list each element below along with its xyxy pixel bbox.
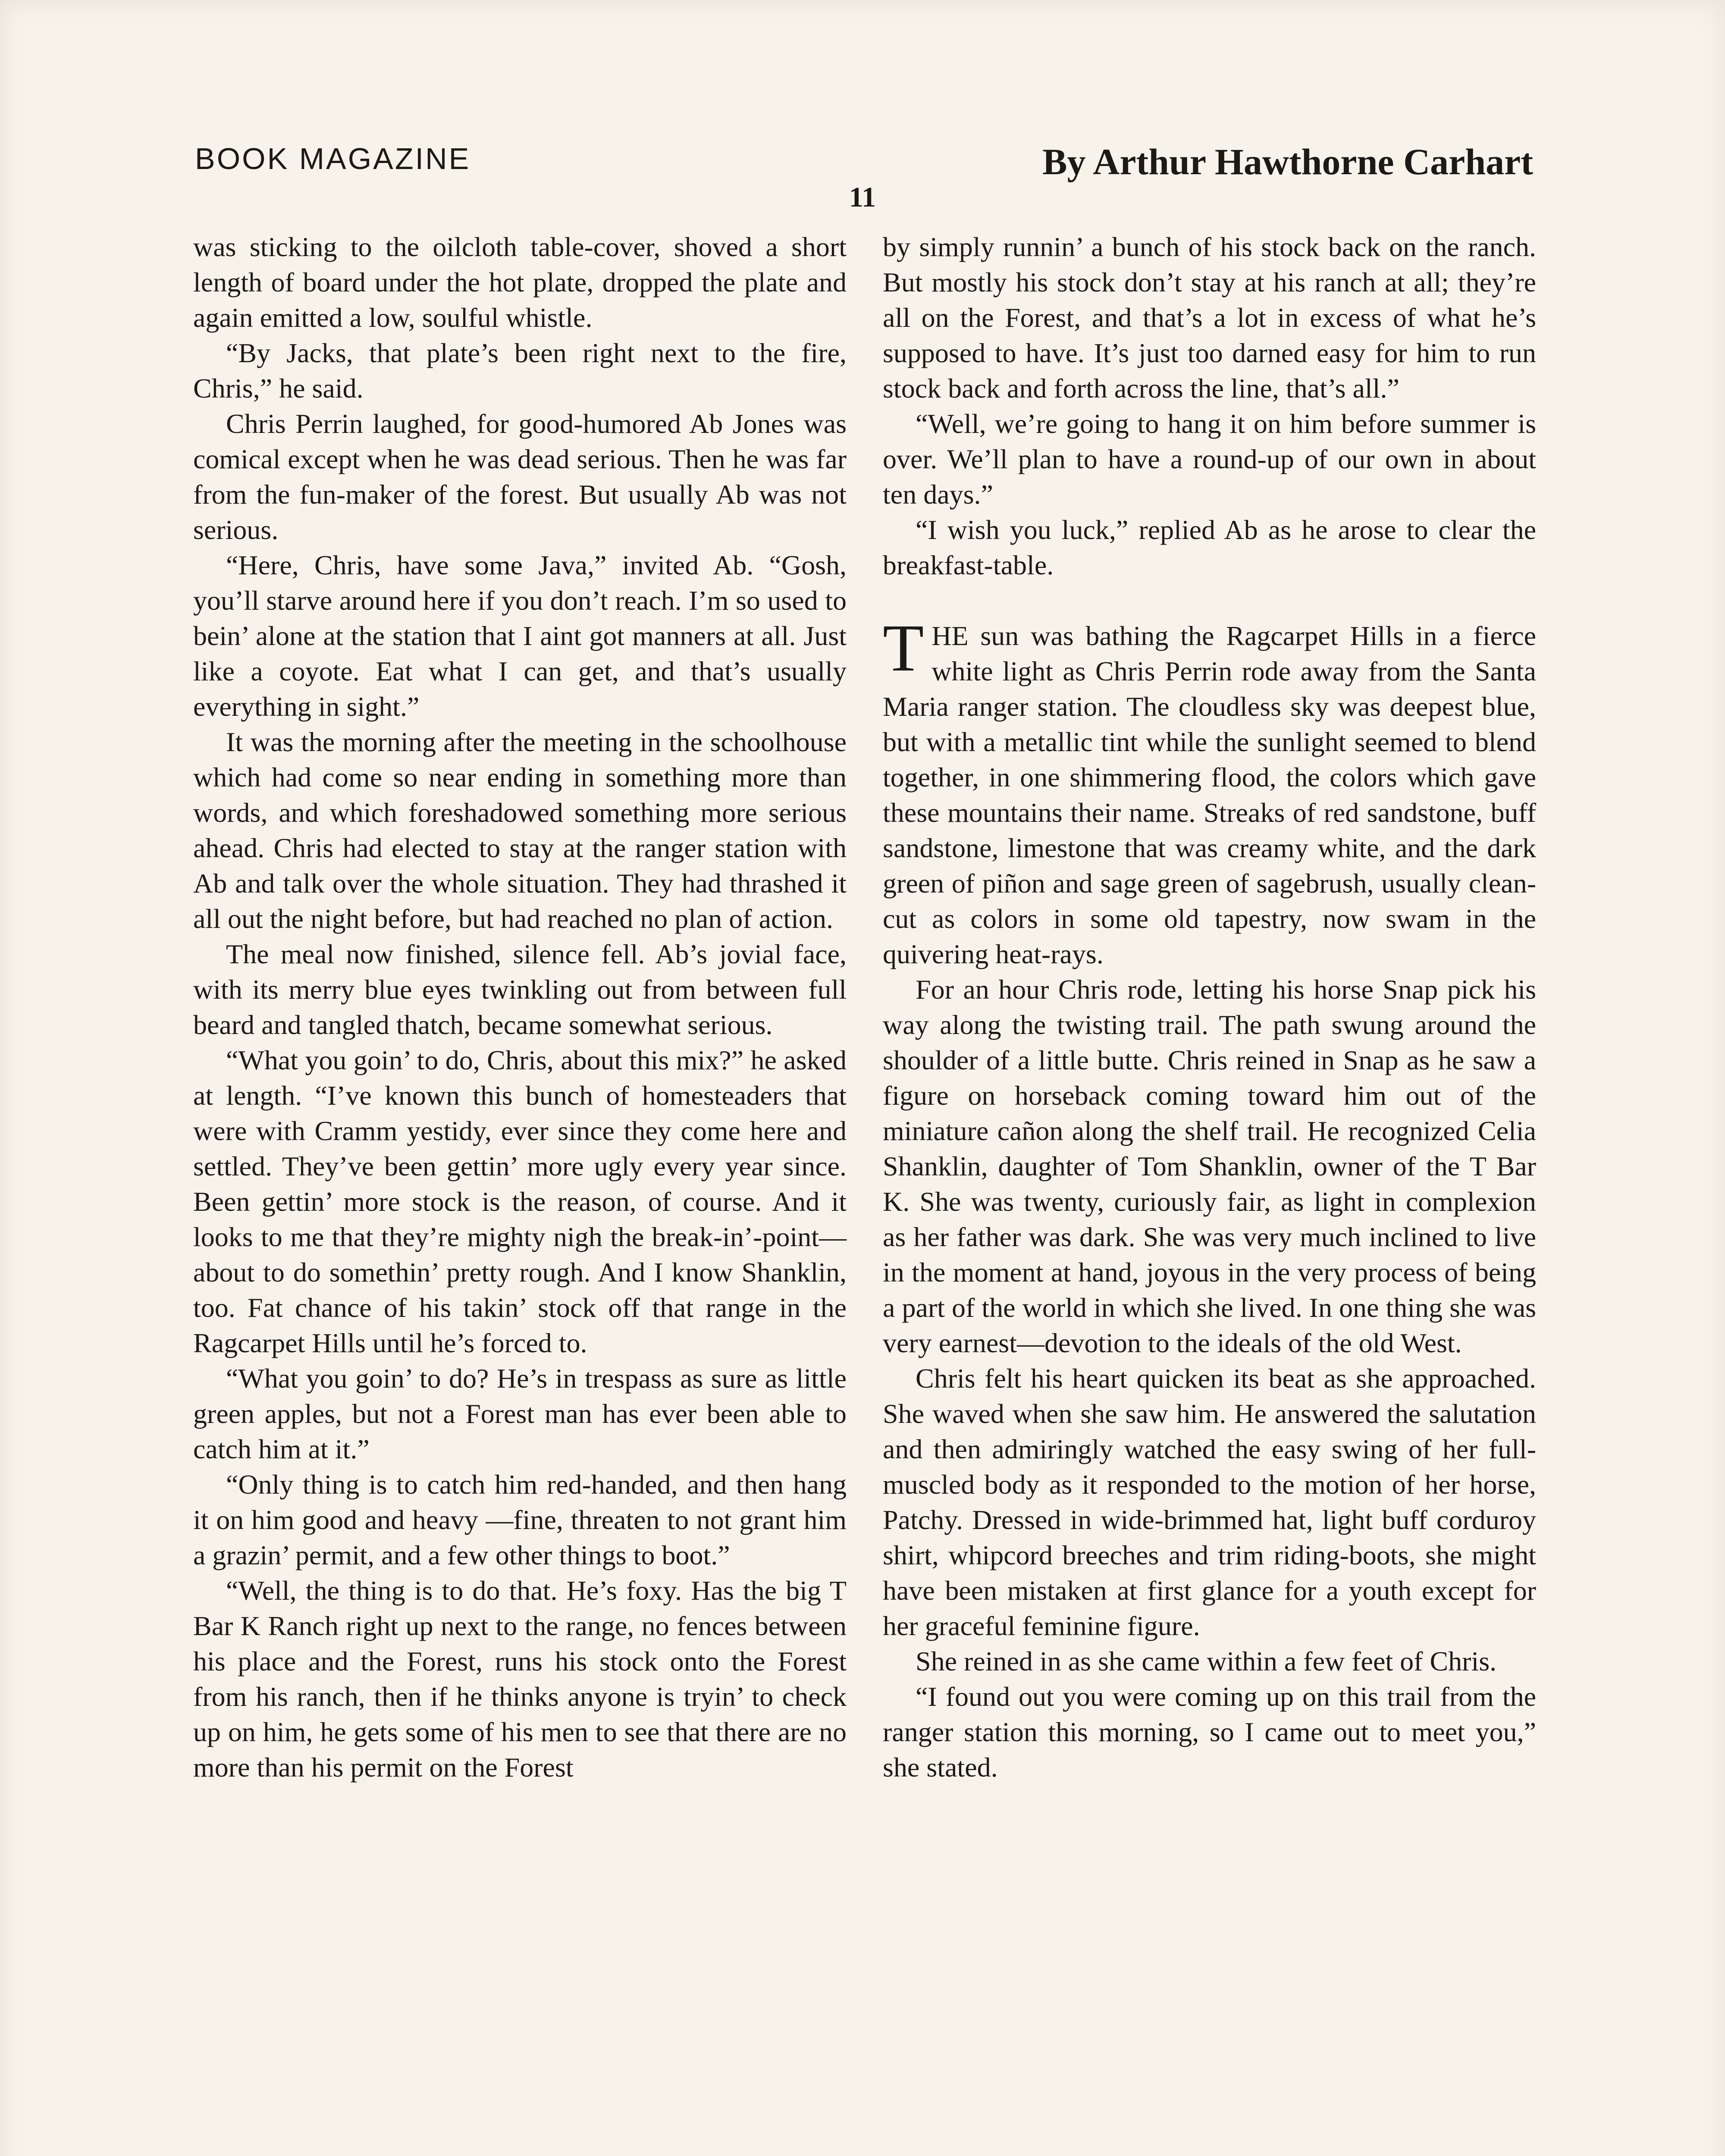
section-opening-paragraph <box>883 611 1536 972</box>
paragraph: “What you goin’ to do? He’s in trespass as sure as little green apples, but not a Forest man has ever been able to catch him at it.” <box>193 1363 847 1464</box>
paragraph: “By Jacks, that plate’s been right next to the fire, Chris,” he said. <box>193 338 847 404</box>
paragraph: “I found out you were coming up on this trail from the ranger station this morning, so I came out to meet you,” she stated. <box>883 1681 1536 1783</box>
paragraph: She reined in as she came within a few feet of Chris. <box>916 1646 1497 1677</box>
author-byline: By Arthur Hawthorne Carhart <box>1042 141 1533 182</box>
magazine-title: BOOK MAGAZINE <box>195 142 471 175</box>
paragraph: The meal now finished, silence fell. Ab’s jovial face, with its merry blue eyes twinkling out from between full beard and tangled thatch, became somewhat serious. <box>193 939 847 1040</box>
drop-cap: T <box>883 611 924 685</box>
paragraph: “Well, the thing is to do that. He’s foxy. Has the big T Bar K Ranch right up next to the range, no fences between his place and the Forest, runs his stock onto the Forest from his ranch, then if he thinks anyone is tryin’ to check up on him, he gets some of his men to see that there are no more than his permit on the Forest <box>193 1575 847 1783</box>
paragraph: “I wish you luck,” replied Ab as he arose to clear the breakfast-table. <box>883 514 1536 580</box>
paragraph: by simply runnin’ a bunch of his stock back on the ranch. But mostly his stock don’t stay at his ranch at all; they’re all on the Forest, and that’s a lot in excess of what he’s supposed to have. It’s just too darned easy for him to run stock back and forth across the line, that’s all.” <box>883 232 1536 404</box>
left-column <box>193 229 847 1785</box>
right-column <box>883 229 1536 1785</box>
paragraph: “Here, Chris, have some Java,” invited Ab. “Gosh, you’ll starve around here if you don’t reach. I’m so used to bein’ alone at the station that I aint got manners at all. Just like a coyote. Eat what I can get, and that’s usually everything in sight.” <box>193 550 847 722</box>
paragraph: Chris Perrin laughed, for good-humored Ab Jones was comical except when he was dead serious. Then he was far from the fun-maker of the forest. But usually Ab was not serious. <box>193 408 847 545</box>
paragraph: “Well, we’re going to hang it on him before summer is over. We’ll plan to have a round-up of our own in about ten days.” <box>883 408 1536 510</box>
paragraph: It was the morning after the meeting in the schoolhouse which had come so near ending in something more than words, and which foreshadowed something more serious ahead. Chris had elected to stay at the ranger station with Ab and talk over the whole situation. They had thrashed it all out the night before, but had reached no plan of action. <box>193 727 847 934</box>
paragraph: Chris felt his heart quicken its beat as she approached. She waved when she saw him. He answered the salutation and then admiringly watched the easy swing of her full-muscled body as it responded to the motion of her horse, Patchy. Dressed in wide-brimmed hat, light buff corduroy shirt, whipcord breeches and trim riding-boots, she might have been mistaken at first glance for a youth except for her graceful feminine figure. <box>883 1363 1536 1641</box>
section-opening-text: HE sun was bathing the Ragcarpet Hills in a fierce white light as Chris Perrin rode away from the Santa Maria ranger station. The cloudless sky was deepest blue, but with a metallic tint while the sunlight seemed to blend together, in one shimmering flood, the colors which gave these mountains their name. Streaks of red sandstone, buff sandstone, limestone that was creamy white, and the dark green of piñon and sage green of sagebrush, usually clean-cut as colors in some old tapestry, now swam in the quivering heat-rays. <box>883 620 1536 969</box>
paragraph: was sticking to the oilcloth table-cover, shoved a short length of board under the hot plate, dropped the plate and again emitted a low, soulful whistle. <box>193 232 847 333</box>
paragraph: For an hour Chris rode, letting his horse Snap pick his way along the twisting trail. The path swung around the shoulder of a little butte. Chris reined in Snap as he saw a figure on horseback coming toward him out of the miniature cañon along the shelf trail. He recognized Celia Shanklin, daughter of Tom Shanklin, owner of the T Bar K. She was twenty, curiously fair, as light in complexion as her father was dark. She was very much inclined to live in the moment at hand, joyous in the very process of being a part of the world in which she lived. In one thing she was very earnest—devotion to the ideals of the old West. <box>883 974 1536 1358</box>
page-number: 11 <box>849 182 876 213</box>
paragraph: “Only thing is to catch him red-handed, and then hang it on him good and heavy —fine, threaten to not grant him a grazin’ permit, and a few other things to boot.” <box>193 1469 847 1570</box>
paragraph: “What you goin’ to do, Chris, about this mix?” he asked at length. “I’ve known this bunch of homesteaders that were with Cramm yestidy, ever since they come here and settled. They’ve been gettin’ more ugly every year since. Been gettin’ more stock is the reason, of course. And it looks to me that they’re mighty nigh the break-in’-point—about to do somethin’ pretty rough. And I know Shanklin, too. Fat chance of his takin’ stock off that range in the Ragcarpet Hills until he’s forced to. <box>193 1045 847 1358</box>
